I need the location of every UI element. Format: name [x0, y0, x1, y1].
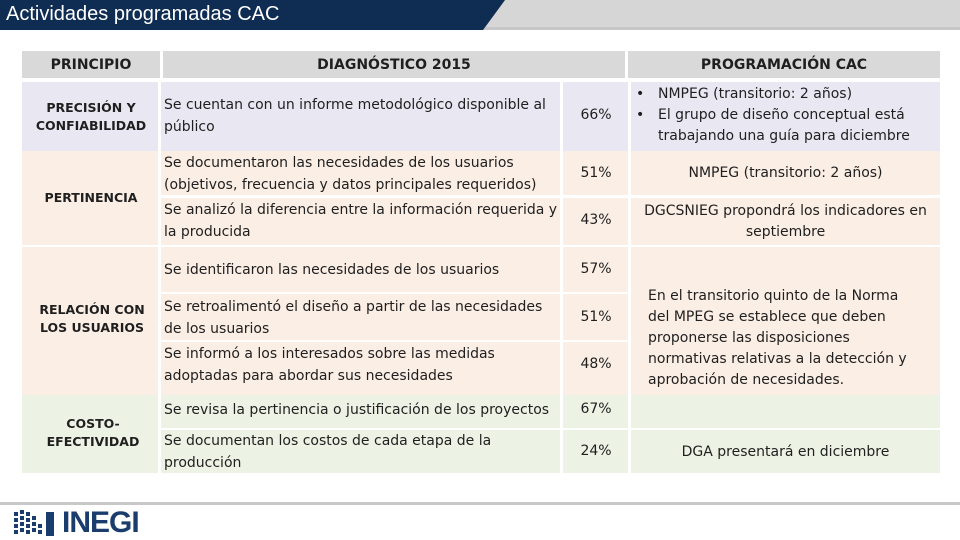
inegi-logo-icon: [12, 508, 58, 538]
divider: [160, 340, 628, 342]
diagnostic-text: Se identificaron las necesidades de los usuarios: [164, 262, 500, 278]
diagnostic-percent: 43%: [580, 212, 612, 228]
diagnostic-percent: 66%: [580, 107, 612, 123]
programacion-bullet: El grupo de diseño conceptual está trabajando una guía para diciembre: [658, 107, 910, 144]
diagnostic-percent: 51%: [580, 165, 612, 181]
footer-divider: [0, 502, 960, 505]
header-diagnostico: DIAGNÓSTICO 2015: [163, 51, 625, 78]
bullet-icon: •: [636, 107, 645, 123]
page-title: Actividades programadas CAC: [6, 3, 280, 25]
programacion-bullet: NMPEG (transitorio: 2 años): [658, 86, 853, 102]
programacion-pertinencia-1: NMPEG (transitorio: 2 años): [688, 165, 883, 181]
header-principio: PRINCIPIO: [22, 51, 160, 78]
programacion-costo: DGA presentará en diciembre: [681, 443, 890, 460]
diagnostic-percent: 51%: [580, 309, 612, 325]
diagnostic-text: Se retroalimentó el diseño a partir de las necesidades de los usuarios: [164, 299, 543, 337]
diagnostic-text: Se informó a los interesados sobre las medidas adoptadas para abordar sus necesidades: [164, 346, 495, 384]
diagnostic-text: Se analizó la diferencia entre la información requerida y la producida: [164, 202, 558, 240]
divider: [160, 245, 940, 247]
diagnostic-text: Se documentan los costos de cada etapa de la producción: [164, 433, 492, 471]
diagnostic-text: Se cuentan con un informe metodológico disponible al público: [164, 97, 546, 135]
diagnostic-text: Se revisa la pertinencia o justificación de los proyectos: [164, 402, 550, 418]
divider: [160, 292, 628, 294]
principle-precision: PRECISIÓN Y CONFIABILIDAD: [35, 100, 147, 133]
principle-relacion: RELACIÓN CON LOS USUARIOS: [39, 302, 145, 335]
principle-costo: COSTO-EFECTIVIDAD: [46, 416, 140, 449]
header-programacion: PROGRAMACIÓN CAC: [628, 51, 940, 78]
bullet-icon: •: [636, 86, 645, 102]
title-bar: [0, 0, 960, 30]
diagnostic-percent: 67%: [580, 401, 612, 417]
inegi-logo-text: INEGI: [62, 506, 139, 539]
programacion-relacion: En el transitorio quinto de la Norma del MPEG se establece que deben proponerse las disposiciones normativas relativas a la detección y aprobación de necesidades.: [648, 287, 907, 388]
diagnostic-percent: 57%: [580, 261, 612, 277]
list-item: [636, 84, 936, 105]
principle-pertinencia: PERTINENCIA: [44, 190, 138, 205]
list-item: [636, 105, 936, 147]
diagnostic-percent: 24%: [580, 443, 612, 459]
programacion-pertinencia-2: DGCSNIEG propondrá los indicadores en septiembre: [644, 202, 927, 240]
programacion-precision-list: [636, 84, 936, 147]
diagnostic-text: Se documentaron las necesidades de los usuarios (objetivos, frecuencia y datos principales requeridos): [164, 155, 537, 193]
diagnostic-percent: 48%: [580, 356, 612, 372]
inegi-logo: [12, 508, 139, 538]
